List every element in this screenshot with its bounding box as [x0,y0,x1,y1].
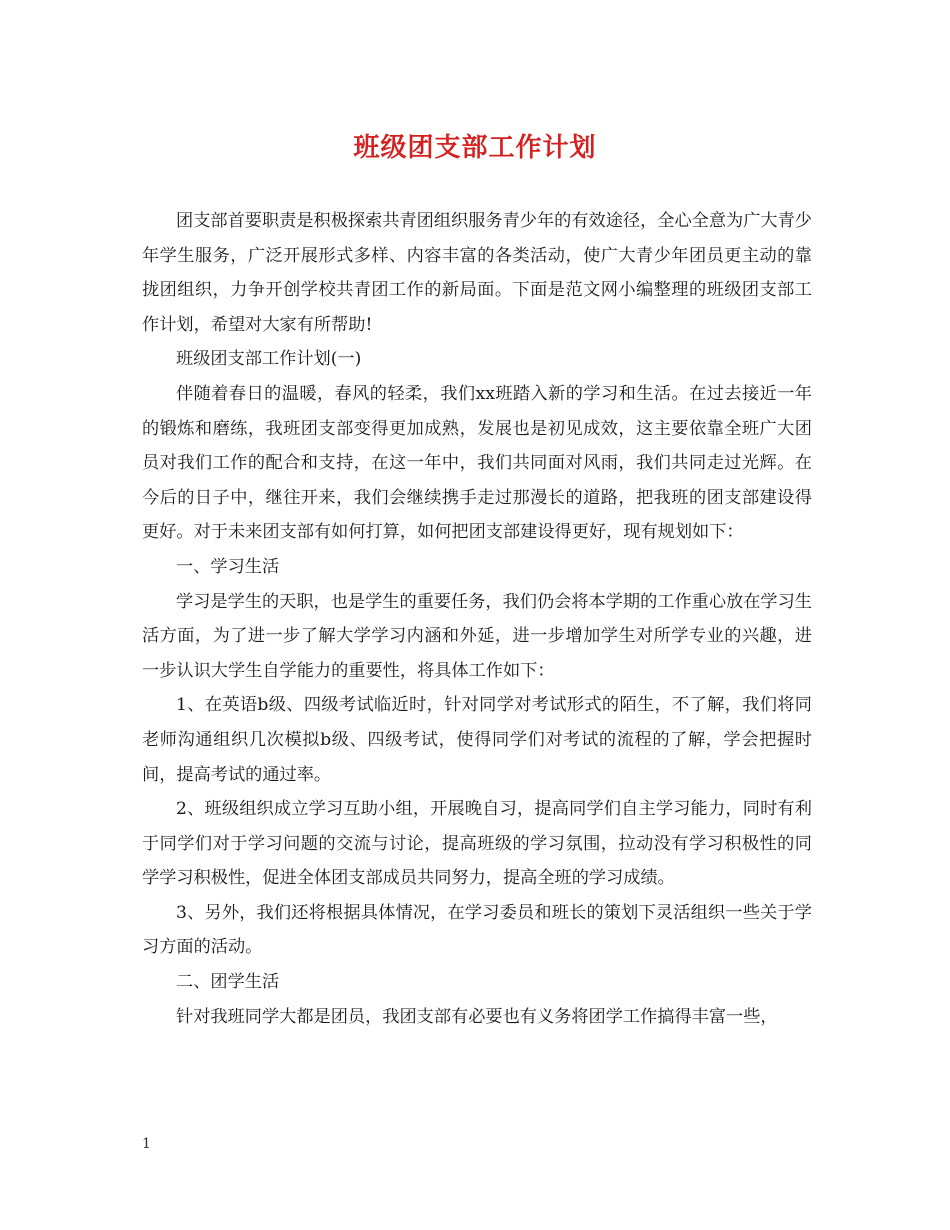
document-title: 班级团支部工作计划 [353,133,597,163]
list-item-2: 2、班级组织成立学习互助小组，开展晚自习，提高同学们自主学习能力，同时有利于同学们对于学习问题的交流与讨论，提高班级的学习氛围，拉动没有学习积极性的同学学习积极性，促进全体团支部成员共同努力，提高全班的学习成绩。 [142,799,812,889]
page-number: 1 [142,1136,151,1152]
paragraph-league-life: 针对我班同学大都是团员，我团支部有必要也有义务将团学工作搞得丰富一些， [176,1006,778,1027]
document-body [142,204,812,1034]
list-item-3: 3、另外，我们还将根据具体情况，在学习委员和班长的策划下灵活组织一些关于学习方面的活动。 [142,902,812,958]
section-heading-study-life: 一、学习生活 [176,556,280,577]
section-heading-plan-one: 班级团支部工作计划(一) [176,349,362,370]
paragraph-study-life: 学习是学生的天职，也是学生的重要任务，我们仍会将本学期的工作重心放在学习生活方面，为了进一步了解大学学习内涵和外延，进一步增加学生对所学专业的兴趣，进一步认识大学生自学能力的重要性，将具体工作如下： [142,591,812,681]
section-heading-league-life: 二、团学生活 [176,972,280,993]
paragraph-plan-intro: 伴随着春日的温暖，春风的轻柔，我们xx班踏入新的学习和生活。在过去接近一年的锻炼和磨练，我班团支部变得更加成熟，发展也是初见成效，这主要依靠全班广大团员对我们工作的配合和支持，在这一年中，我们共同面对风雨，我们共同走过光辉。在今后的日子中，继往开来，我们会继续携手走过那漫长的道路，把我班的团支部建设得更好。对于未来团支部有如何打算，如何把团支部建设得更好，现有规划如下： [142,383,812,543]
list-item-1: 1、在英语b级、四级考试临近时，针对同学对考试形式的陌生，不了解，我们将同老师沟通组织几次模拟b级、四级考试，使得同学们对考试的流程的了解，学会把握时间，提高考试的通过率。 [142,695,812,785]
paragraph-intro: 团支部首要职责是积极探索共青团组织服务青少年的有效途径，全心全意为广大青少年学生服务，广泛开展形式多样、内容丰富的各类活动，使广大青少年团员更主动的靠拢团组织，力争开创学校共青团工作的新局面。下面是范文网小编整理的班级团支部工作计划，希望对大家有所帮助! [142,211,812,335]
